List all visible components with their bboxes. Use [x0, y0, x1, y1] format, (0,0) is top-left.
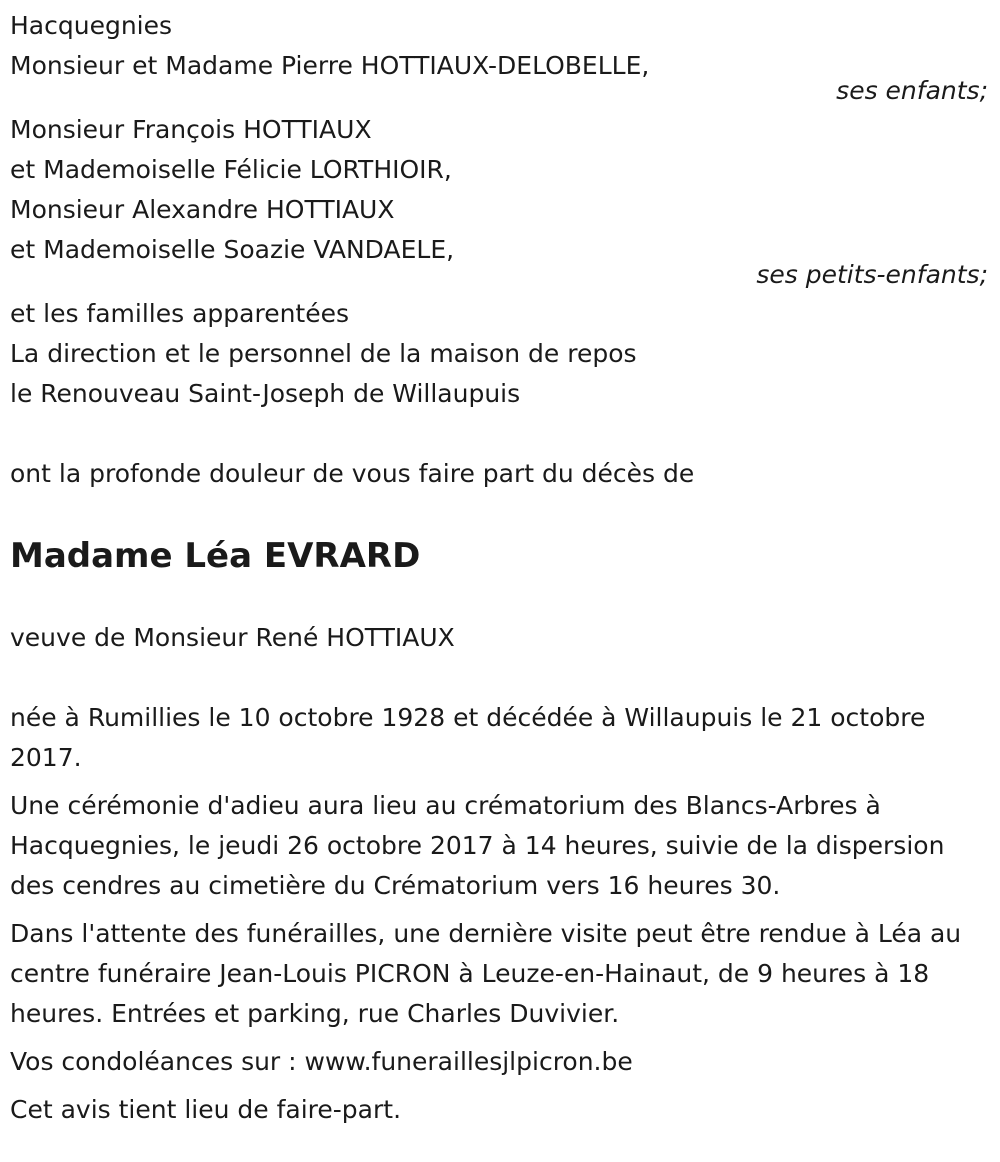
- children-role: ses enfants;: [836, 76, 988, 105]
- birth-death-paragraph: née à Rumillies le 10 octobre 1928 et décédée à Willaupuis le 21 octobre 2017.: [10, 703, 926, 772]
- announcement-text: ont la profonde douleur de vous faire part du décès de: [10, 459, 695, 488]
- grandchildren-line: et Mademoiselle Félicie LORTHIOIR,: [10, 155, 452, 184]
- deceased-name: Madame Léa EVRARD: [10, 536, 421, 576]
- children-line: Monsieur et Madame Pierre HOTTIAUX-DELOBELLE,: [10, 51, 650, 80]
- grandchildren-line: Monsieur Alexandre HOTTIAUX: [10, 195, 395, 224]
- visit-paragraph: Dans l'attente des funérailles, une dernière visite peut être rendue à Léa au centre funéraire Jean-Louis PICRON à Leuze-en-Hainaut, de 9 heures à 18 heures. Entrées et parking, rue Charles Duvivier.: [10, 919, 962, 1028]
- others-block: [10, 294, 990, 414]
- details-block: [10, 698, 990, 1130]
- ceremony-paragraph: Une cérémonie d'adieu aura lieu au crématorium des Blancs-Arbres à Hacquegnies, le jeudi 26 octobre 2017 à 14 heures, suivie de la dispersion des cendres au cimetière du Crématorium vers 16 heures 30.: [10, 791, 945, 900]
- others-line: et les familles apparentées: [10, 299, 350, 328]
- place-heading: Hacquegnies: [10, 11, 173, 40]
- grandchildren-role: ses petits-enfants;: [756, 260, 988, 289]
- condolences-paragraph: Vos condoléances sur : www.funeraillesjlpicron.be: [10, 1047, 633, 1076]
- others-line: La direction et le personnel de la maison de repos: [10, 339, 637, 368]
- closing-paragraph: Cet avis tient lieu de faire-part.: [10, 1095, 402, 1124]
- grandchildren-block: [10, 110, 990, 288]
- grandchildren-line: Monsieur François HOTTIAUX: [10, 115, 372, 144]
- others-line: le Renouveau Saint-Joseph de Willaupuis: [10, 379, 521, 408]
- widow-of-text: veuve de Monsieur René HOTTIAUX: [10, 623, 455, 652]
- grandchildren-line: et Mademoiselle Soazie VANDAELE,: [10, 235, 455, 264]
- children-block: [10, 46, 990, 104]
